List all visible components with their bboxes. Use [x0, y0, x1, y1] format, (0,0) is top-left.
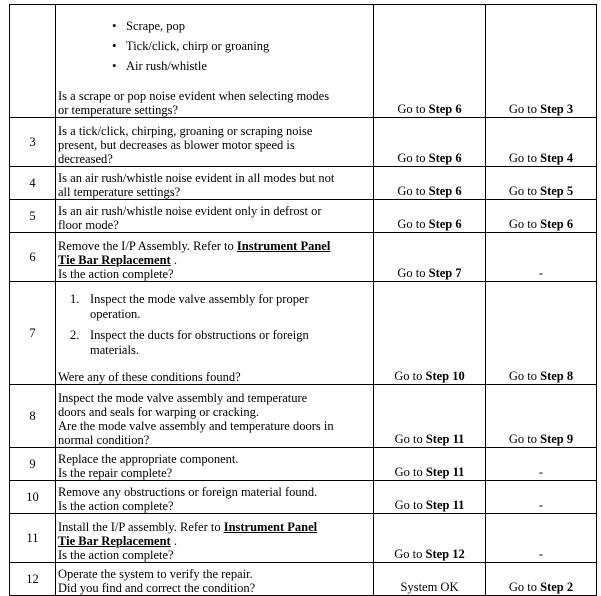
action-cell: Install the I/P assembly. Refer to Instrument Panel Tie Bar Replacement . Is the action complete? [56, 514, 374, 563]
no-cell: Go to Step 5 [486, 167, 597, 200]
list-item: • Scrape, pop [126, 16, 371, 36]
no-cell: Go to Step 2 [486, 563, 597, 596]
no-value: - [538, 498, 544, 512]
step-link[interactable]: Step 12 [425, 547, 465, 561]
question-text: Is the repair complete? [58, 466, 173, 480]
action-text: Operate the system to verify the repair. [58, 567, 253, 581]
action-cell [56, 481, 374, 514]
question-text: normal condition? [58, 433, 150, 447]
list-item: • Air rush/whistle [126, 56, 371, 76]
yes-cell: Go to Step 6 [374, 118, 486, 167]
no-cell: Go to Step 6 [486, 200, 597, 233]
step-number-cell: 8 [10, 385, 56, 448]
step-link[interactable]: Step 4 [540, 151, 574, 165]
yes-cell [374, 563, 486, 596]
question-text: Is a tick/click, chirping, groaning or scraping noise [58, 124, 313, 138]
action-text: Remove the I/P Assembly. Refer to [58, 239, 234, 253]
instrument-panel-link[interactable]: Instrument Panel [223, 520, 318, 534]
no-cell [486, 514, 597, 563]
action-cell [56, 167, 374, 200]
no-cell: Go to Step 3 [486, 5, 597, 118]
step-link[interactable]: Step 2 [540, 580, 574, 594]
question-text: present, but decreases as blower motor speed is [58, 138, 295, 152]
inspection-list [58, 292, 371, 358]
list-item: 2. Inspect the ducts for obstructions or foreign materials. [70, 328, 309, 357]
question-text: Is the action complete? [58, 267, 174, 281]
table-row [10, 282, 597, 385]
table-row [10, 385, 597, 448]
step-number-cell: 10 [10, 481, 56, 514]
system-ok-text: System OK [400, 580, 459, 594]
table-row [10, 233, 597, 282]
question-text: Is the action complete? [58, 499, 174, 513]
action-text: Install the I/P assembly. Refer to [58, 520, 221, 534]
action-cell [56, 200, 374, 233]
action-text: Remove any obstructions or foreign material found. [58, 485, 318, 499]
yes-cell: Go to Step 11 [374, 448, 486, 481]
action-cell [56, 282, 374, 385]
question-text: all temperature settings? [58, 185, 181, 199]
question-text: Did you find and correct the condition? [58, 581, 256, 595]
step-link[interactable]: Step 6 [428, 151, 462, 165]
table-row [10, 5, 597, 118]
step-link[interactable]: Step 6 [540, 217, 574, 231]
no-cell: Go to Step 9 [486, 385, 597, 448]
question-text: Are the mode valve assembly and temperature doors in [58, 419, 334, 433]
step-link[interactable]: Step 3 [540, 102, 574, 116]
step-number-cell: 12 [10, 563, 56, 596]
table-row [10, 481, 597, 514]
diagnostic-table [9, 4, 597, 596]
step-link[interactable]: Step 11 [425, 465, 465, 479]
step-number-cell: 11 [10, 514, 56, 563]
tie-bar-replacement-link[interactable]: Tie Bar Replacement [58, 253, 171, 267]
action-text: Replace the appropriate component. [58, 452, 239, 466]
noise-type-list [58, 16, 371, 76]
step-link[interactable]: Step 6 [428, 217, 462, 231]
step-link[interactable]: Step 5 [540, 184, 574, 198]
action-cell [56, 385, 374, 448]
no-value: - [538, 547, 544, 561]
step-number-cell: 3 [10, 118, 56, 167]
question-text: Is an air rush/whistle noise evident only in defrost or [58, 204, 322, 218]
table-row [10, 563, 597, 596]
no-cell [486, 233, 597, 282]
list-item: • Tick/click, chirp or groaning [126, 36, 371, 56]
step-link[interactable]: Step 6 [428, 102, 462, 116]
table-row [10, 167, 597, 200]
yes-cell: Go to Step 6 [374, 5, 486, 118]
tie-bar-replacement-link[interactable]: Tie Bar Replacement [58, 534, 171, 548]
question-text: or temperature settings? [58, 103, 179, 117]
no-value: - [538, 266, 544, 280]
action-cell [56, 5, 374, 118]
step-link[interactable]: Step 9 [540, 432, 574, 446]
question-text: decreased? [58, 152, 113, 166]
action-text: doors and seals for warping or cracking. [58, 405, 259, 419]
no-cell [486, 448, 597, 481]
yes-cell: Go to Step 7 [374, 233, 486, 282]
step-link[interactable]: Step 8 [540, 369, 574, 383]
step-link[interactable]: Step 11 [425, 432, 465, 446]
step-number-cell: 5 [10, 200, 56, 233]
list-item: 1. Inspect the mode valve assembly for proper operation. [70, 292, 309, 321]
step-number-cell: 6 [10, 233, 56, 282]
yes-cell: Go to Step 12 [374, 514, 486, 563]
step-link[interactable]: Step 6 [428, 184, 462, 198]
step-link[interactable]: Step 7 [428, 266, 462, 280]
step-link[interactable]: Step 10 [425, 369, 465, 383]
action-text: Inspect the mode valve assembly and temperature [58, 391, 308, 405]
question-text: floor mode? [58, 218, 119, 232]
no-cell: Go to Step 4 [486, 118, 597, 167]
action-cell [56, 448, 374, 481]
table-row [10, 200, 597, 233]
step-number-cell [10, 5, 56, 118]
step-number-cell: 4 [10, 167, 56, 200]
table-row [10, 514, 597, 563]
question-text: Is a scrape or pop noise evident when selecting modes [58, 89, 330, 103]
yes-cell: Go to Step 6 [374, 200, 486, 233]
yes-cell: Go to Step 6 [374, 167, 486, 200]
step-link[interactable]: Step 11 [425, 498, 465, 512]
action-cell [56, 563, 374, 596]
action-cell: Remove the I/P Assembly. Refer to Instrument Panel Tie Bar Replacement . Is the action complete? [56, 233, 374, 282]
table-row [10, 118, 597, 167]
question-text: Is the action complete? [58, 548, 174, 562]
question-text: Is an air rush/whistle noise evident in all modes but not [58, 171, 335, 185]
yes-cell: Go to Step 10 [374, 282, 486, 385]
table-row [10, 448, 597, 481]
action-cell [56, 118, 374, 167]
no-cell [486, 481, 597, 514]
no-cell: Go to Step 8 [486, 282, 597, 385]
step-number-cell: 9 [10, 448, 56, 481]
yes-cell: Go to Step 11 [374, 385, 486, 448]
instrument-panel-link[interactable]: Instrument Panel [236, 239, 331, 253]
no-value: - [538, 465, 544, 479]
yes-cell: Go to Step 11 [374, 481, 486, 514]
step-number-cell: 7 [10, 282, 56, 385]
question-text: Were any of these conditions found? [58, 370, 241, 384]
